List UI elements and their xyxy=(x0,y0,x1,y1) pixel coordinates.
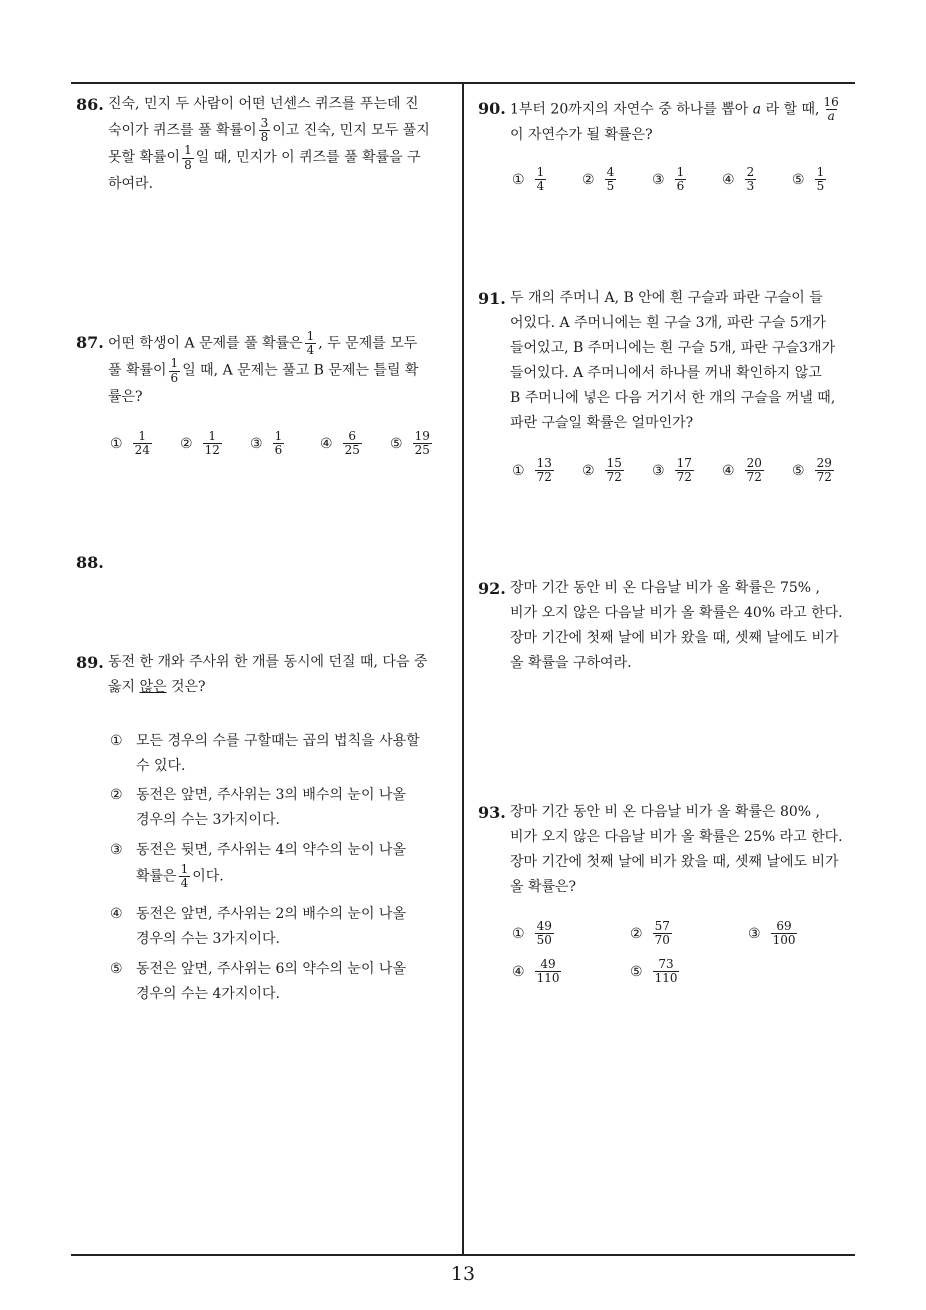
question-text: 진숙, 민지 두 사람이 어떤 넌센스 퀴즈를 푸는데 진 숙이가 퀴즈를 풀 확률이 $\frac{3}{8}$ 이고 진숙, 민지 모두 풀지 못할 확률이 $\frac{1}{8}$ 일 때, 민지가 이 퀴즈를 풀 확률을 구 하여라. xyxy=(108,96,430,192)
fraction: $\frac{1}{4}$ xyxy=(180,862,189,891)
question-89 xyxy=(76,650,460,700)
question-87 xyxy=(76,330,460,410)
question-text: 두 개의 주머니 A, B 안에 흰 구슬과 파란 구슬이 들 어있다. A 주머니에는 흰 구슬 3개, 파란 구슬 5개가 들어있고, B 주머니에는 흰 구슬 5개, 파란 구슬3개가 들어있다. A 주머니에서 하나를 꺼내 확인하지 않고 B 주머니에 넣은 다음 거기서 한 개의 구슬을 꺼낼 때, 파란 구슬일 확률은 얼마인가? xyxy=(510,290,836,431)
question-number: 91. xyxy=(478,289,506,308)
choice-3[interactable]: ③ $\frac{1}{6}$ xyxy=(652,165,685,194)
question-86 xyxy=(76,92,460,197)
question-number: 93. xyxy=(478,803,506,822)
option-5[interactable]: ⑤ 동전은 앞면, 주사위는 6의 약수의 눈이 나올 경우의 수는 4가지이다. xyxy=(110,961,406,1002)
fraction: $\frac{1}{6}$ xyxy=(170,356,179,385)
answer-choices xyxy=(512,457,862,484)
choice-4[interactable]: ④ $\frac{6}{25}$ xyxy=(320,429,360,458)
choice-2[interactable]: ② $\frac{15}{72}$ xyxy=(582,456,622,485)
question-text: 장마 기간 동안 비 온 다음날 비가 올 확률은 75% , 비가 오지 않은 다음날 비가 올 확률은 40% 라고 한다. 장마 기간에 첫째 날에 비가 왔을 때, 셋째 날에도 비가 올 확률을 구하여라. xyxy=(510,580,843,671)
question-90 xyxy=(478,96,858,148)
option-4[interactable]: ④ 동전은 앞면, 주사위는 2의 배수의 눈이 나올 경우의 수는 3가지이다. xyxy=(110,906,406,947)
answer-choices-row-1 xyxy=(512,920,866,947)
question-number: 92. xyxy=(478,579,506,598)
choice-1[interactable]: ① $\frac{49}{50}$ xyxy=(512,919,552,948)
fraction: $\frac{16}{a}$ xyxy=(823,95,839,124)
option-2[interactable]: ② 동전은 앞면, 주사위는 3의 배수의 눈이 나올 경우의 수는 3가지이다. xyxy=(110,787,406,828)
choice-5[interactable]: ⑤ $\frac{1}{5}$ xyxy=(792,165,825,194)
choice-1[interactable]: ① $\frac{1}{4}$ xyxy=(512,165,545,194)
choice-3[interactable]: ③ $\frac{17}{72}$ xyxy=(652,456,692,485)
answer-choices-row-2 xyxy=(512,958,748,985)
choice-5[interactable]: ⑤ $\frac{73}{110}$ xyxy=(630,957,678,986)
choice-4[interactable]: ④ $\frac{49}{110}$ xyxy=(512,957,560,986)
column-divider xyxy=(462,82,464,1256)
choice-3[interactable]: ③ $\frac{69}{100}$ xyxy=(748,919,796,948)
answer-choices xyxy=(512,166,862,193)
question-text: 어떤 학생이 A 문제를 풀 확률은 $\frac{1}{4}$ , 두 문제를 모두 풀 확률이 $\frac{1}{6}$ 일 때, A 문제는 풀고 B 문제는 틀릴 확 률은? xyxy=(108,329,419,405)
answer-choices xyxy=(110,430,460,457)
fraction: $\frac{1}{4}$ xyxy=(306,329,315,358)
choice-5[interactable]: ⑤ $\frac{29}{72}$ xyxy=(792,456,832,485)
choice-3[interactable]: ③ $\frac{1}{6}$ xyxy=(250,429,283,458)
page-number: 13 xyxy=(450,1263,476,1285)
bottom-rule xyxy=(71,1254,855,1256)
choice-2[interactable]: ② $\frac{1}{12}$ xyxy=(180,429,220,458)
question-number: 87. xyxy=(76,333,104,352)
question-number: 86. xyxy=(76,95,104,114)
fraction: $\frac{1}{8}$ xyxy=(184,143,192,172)
choice-1[interactable]: ① $\frac{13}{72}$ xyxy=(512,456,552,485)
question-93 xyxy=(478,800,858,900)
question-number: 88. xyxy=(76,553,104,572)
choice-2[interactable]: ② $\frac{4}{5}$ xyxy=(582,165,615,194)
option-1[interactable]: ① 모든 경우의 수를 구할때는 곱의 법칙을 사용할 수 있다. xyxy=(110,733,420,774)
choice-1[interactable]: ① $\frac{1}{24}$ xyxy=(110,429,150,458)
question-92 xyxy=(478,576,858,676)
choice-4[interactable]: ④ $\frac{20}{72}$ xyxy=(722,456,762,485)
question-number: 89. xyxy=(76,653,104,672)
question-text: 장마 기간 동안 비 온 다음날 비가 올 확률은 80% , 비가 오지 않은 다음날 비가 올 확률은 25% 라고 한다. 장마 기간에 첫째 날에 비가 왔을 때, 셋째 날에도 비가 올 확률은? xyxy=(510,804,843,895)
choice-2[interactable]: ② $\frac{57}{70}$ xyxy=(630,919,670,948)
choice-4[interactable]: ④ $\frac{2}{3}$ xyxy=(722,165,755,194)
question-number: 90. xyxy=(478,99,506,118)
option-3[interactable]: ③ 동전은 뒷면, 주사위는 4의 약수의 눈이 나올 확률은 $\frac{1}{4}$ 이다. xyxy=(110,842,406,891)
question-text: 1부터 20까지의 자연수 중 하나를 뽑아 a 라 할 때, $\frac{16}{a}$ 이 자연수가 될 확률은? xyxy=(510,95,839,144)
emphasis-underline: 않은 xyxy=(139,679,167,695)
question-text: 동전 한 개와 주사위 한 개를 동시에 던질 때, 다음 중 옳지 않은 것은? xyxy=(108,654,428,695)
choice-5[interactable]: ⑤ $\frac{19}{25}$ xyxy=(390,429,430,458)
question-91 xyxy=(478,286,858,436)
fraction: $\frac{3}{8}$ xyxy=(260,116,269,145)
